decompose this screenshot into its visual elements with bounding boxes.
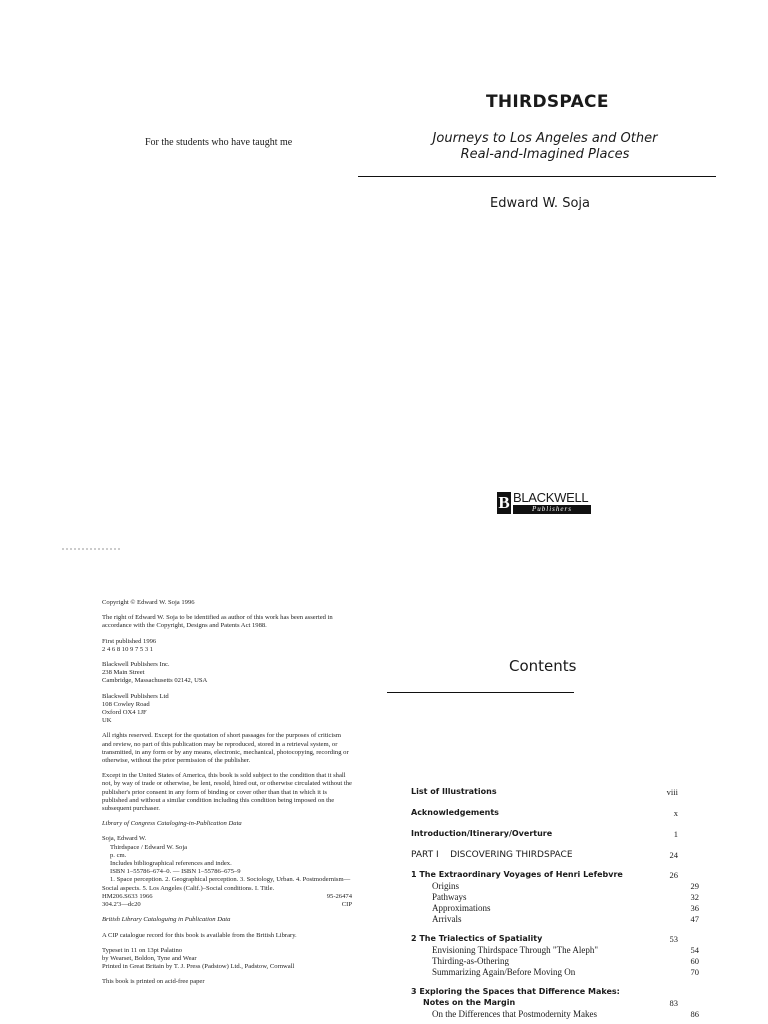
first-published: First published 1996 (102, 637, 157, 645)
dedication: For the students who have taught me (145, 137, 293, 148)
toc-section-entry[interactable] (411, 1009, 699, 1020)
loc-heading: Library of Congress Cataloging-in-Publication Data (102, 820, 242, 828)
author-rights: The right of Edward W. Soja to be identified as author of this work has been asserted in accordance with the Copyright, Designs and Patents Act 1988. (102, 614, 333, 630)
toc-page: 24 (669, 850, 678, 860)
toc-label: Introduction/Itinerary/Overture (411, 829, 553, 838)
toc-page: 36 (690, 903, 699, 913)
copyright-line: Copyright © Edward W. Soja 1996 (102, 599, 195, 606)
toc-section-entry[interactable] (411, 903, 699, 914)
toc-page: 70 (690, 967, 699, 977)
toc-section-entry[interactable] (411, 892, 699, 903)
copyright-page (102, 599, 352, 994)
toc-section-entry[interactable] (411, 881, 699, 892)
book-title: THIRDSPACE (486, 92, 609, 112)
toc-chapter-entry[interactable] (411, 987, 678, 998)
printer-line: Printed in Great Britain by T. J. Press (Padstow) Ltd., Padstow, Cornwall (102, 963, 295, 971)
toc-label: Arrivals (432, 914, 462, 924)
contents-divider (387, 692, 574, 693)
contents-heading: Contents (509, 657, 577, 675)
toc-section-entry[interactable] (411, 945, 699, 956)
table-of-contents (411, 787, 699, 1020)
toc-page: x (673, 808, 678, 818)
toc-page: 54 (690, 945, 699, 955)
toc-label: PART I DISCOVERING THIRDSPACE (411, 850, 573, 860)
toc-page: 83 (669, 998, 678, 1008)
address-line: UK (102, 717, 112, 725)
cip-label: CIP (341, 901, 352, 909)
cip-number: 95-26474 (326, 892, 352, 900)
subtitle-line-2: Real-and-Imagined Places (460, 147, 630, 162)
address-line: Cambridge, Massachusetts 02142, USA (102, 677, 208, 685)
scan-artifact (62, 548, 122, 550)
logo-name: BLACKWELL (513, 490, 589, 505)
toc-entry[interactable] (411, 808, 678, 829)
toc-entry[interactable] (411, 829, 678, 850)
toc-page: 47 (690, 914, 699, 924)
cip-line: 1. Space perception. 2. Geographical perception. 3. Sociology, Urban. 4. Postmodernism—Social aspects. 5. Los Angeles (Calif.)–Social conditions. I. Title. (102, 876, 351, 892)
cip-classification: HM206.S633 1966 (102, 892, 153, 900)
uk-publisher-address (102, 693, 352, 726)
toc-page: 29 (690, 881, 699, 891)
toc-label: Acknowledgements (411, 808, 499, 817)
toc-section-entry[interactable] (411, 914, 699, 934)
author-name: Edward W. Soja (490, 196, 590, 211)
toc-label: List of Illustrations (411, 787, 497, 796)
bl-heading: British Library Cataloguing in Publication Data (102, 916, 231, 924)
publication-info (102, 638, 352, 654)
toc-label: On the Differences that Postmodernity Makes (432, 1009, 598, 1019)
logo-mark: B (498, 493, 510, 512)
toc-label: Approximations (432, 903, 491, 913)
toc-part-entry[interactable] (411, 850, 678, 870)
toc-page: 32 (690, 892, 699, 902)
toc-page: 86 (690, 1009, 699, 1019)
address-line: Blackwell Publishers Inc. (102, 661, 170, 669)
subtitle-line-1: Journeys to Los Angeles and Other (432, 131, 658, 146)
us-publisher-address (102, 661, 352, 686)
bl-text: A CIP catalogue record for this book is available from the British Library. (102, 931, 297, 939)
toc-page: viii (666, 787, 678, 797)
cip-row (102, 901, 352, 909)
toc-page: 26 (669, 870, 678, 880)
loc-record (102, 835, 352, 909)
address-line: Oxford OX4 1JF (102, 709, 147, 717)
title-divider (358, 176, 716, 177)
book-subtitle (430, 131, 660, 163)
address-line: 238 Main Street (102, 669, 145, 677)
toc-label: Envisioning Thirdspace Through "The Aleph" (432, 945, 598, 955)
rights-reserved: All rights reserved. Except for the quotation of short passages for the purposes of criticism and review, no part of this publication may be reproduced, stored in a retrieval system, or transmitted, in any form or by any means, electronic, mechanical, photocopying, recording or otherwise, without the prior permission of the publisher. (102, 732, 349, 765)
cip-line: p. cm. (110, 851, 127, 859)
cip-line: Includes bibliographical references and index. (110, 860, 232, 868)
toc-label: Thirding-as-Othering (432, 956, 509, 966)
toc-label: Notes on the Margin (423, 998, 516, 1007)
toc-section-entry[interactable] (411, 967, 699, 987)
logo-subtitle: Publishers (513, 505, 591, 514)
cip-line: ISBN 1–55786–674–0. — ISBN 1–55786–675–9 (110, 868, 241, 876)
toc-chapter-entry[interactable] (411, 934, 678, 945)
cip-line: Soja, Edward W. (102, 835, 147, 843)
toc-label: 3 Exploring the Spaces that Difference Makes: (411, 987, 620, 996)
toc-chapter-continuation[interactable] (411, 998, 678, 1009)
blackwell-logo (497, 490, 593, 516)
address-line: 108 Cowley Road (102, 700, 150, 708)
toc-label: 2 The Trialectics of Spatiality (411, 934, 543, 943)
toc-label: Pathways (432, 892, 467, 902)
acid-free-note: This book is printed on acid-free paper (102, 978, 205, 986)
toc-label: Origins (432, 881, 459, 891)
toc-chapter-entry[interactable] (411, 870, 678, 881)
typeset-line: by Wearset, Boldon, Tyne and Wear (102, 954, 197, 962)
address-line: Blackwell Publishers Ltd (102, 692, 169, 700)
cip-dewey: 304.2'3—dc20 (102, 901, 141, 909)
toc-page: 60 (690, 956, 699, 966)
toc-page: 1 (673, 829, 678, 839)
print-line: 2 4 6 8 10 9 7 5 3 1 (102, 645, 154, 653)
toc-label: 1 The Extraordinary Voyages of Henri Lefebvre (411, 870, 623, 879)
typeset-line: Typeset in 11 on 13pt Palatino (102, 946, 183, 954)
sale-condition: Except in the United States of America, this book is sold subject to the condition that it shall not, by way of trade or otherwise, be lent, resold, hired out, or otherwise circulated without the publisher's prior consent in any form of binding or cover other than that in which it is published and without a similar condition including this condition being imposed on the subsequent purchaser. (102, 772, 352, 813)
toc-page: 53 (669, 934, 678, 944)
toc-entry[interactable] (411, 787, 678, 808)
toc-label: Summarizing Again/Before Moving On (432, 967, 576, 977)
cip-row (102, 893, 352, 901)
toc-section-entry[interactable] (411, 956, 699, 967)
cip-line: Thirdspace / Edward W. Soja (110, 843, 188, 851)
typeset-info (102, 947, 352, 972)
